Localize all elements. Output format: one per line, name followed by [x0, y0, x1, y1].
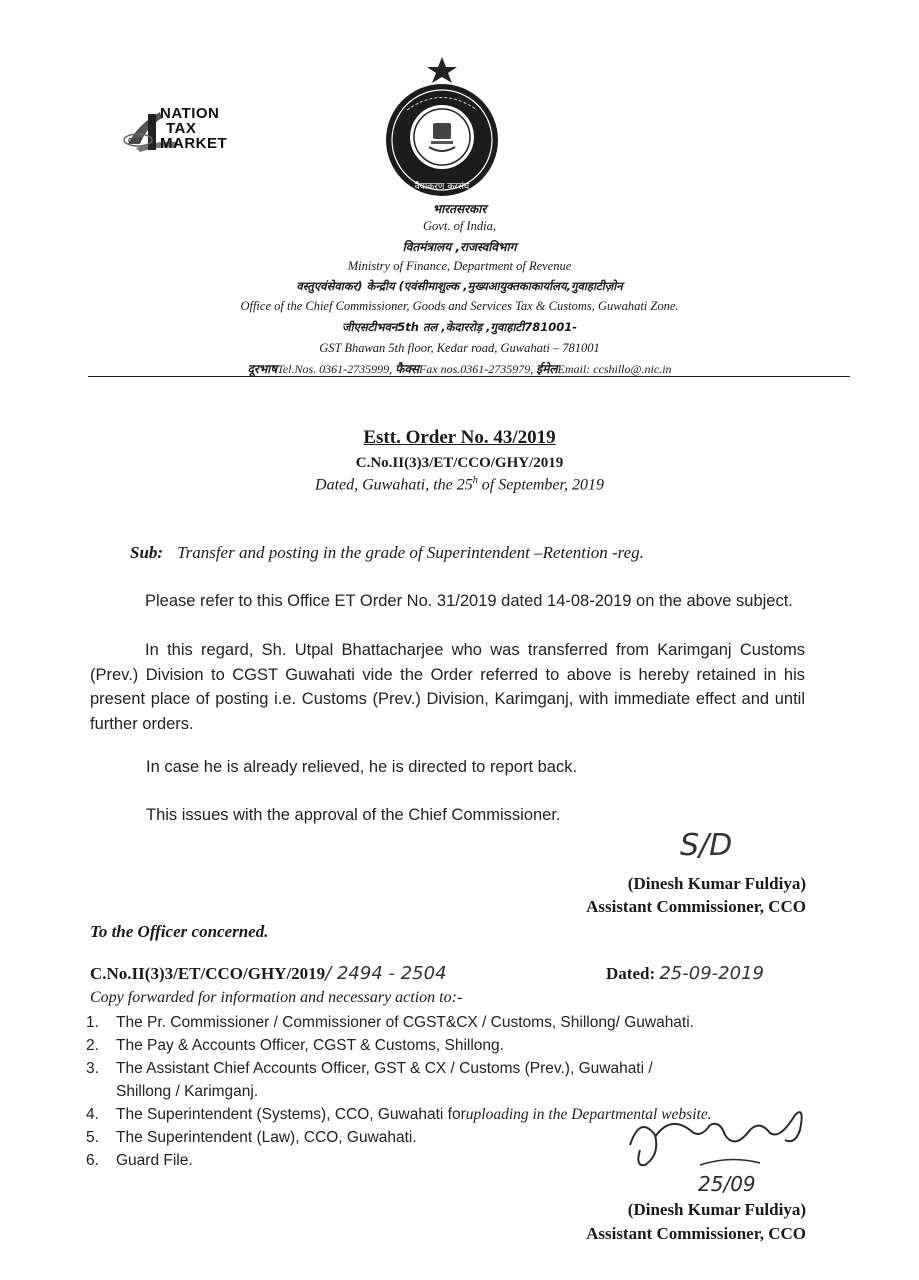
body-paragraph-1: Please refer to this Office ET Order No. 31/2019 dated 14-08-2019 on the above subject. — [145, 592, 793, 610]
body-paragraph-4: This issues with the approval of the Chief Commissioner. — [146, 806, 561, 824]
logo-line-2: TAX — [166, 120, 197, 137]
addressee-line: To the Officer concerned. — [90, 922, 269, 941]
header-govt: Govt. of India, — [423, 219, 496, 233]
list-item-number: 3. — [86, 1060, 99, 1077]
list-item-number: 2. — [86, 1037, 99, 1054]
list-item — [86, 1034, 712, 1057]
order-date-sup: h — [472, 475, 478, 486]
header-address: GST Bhawan 5th floor, Kedar road, Guwahati – 781001 — [319, 341, 600, 355]
signatory-designation: Assistant Commissioner, CCO — [586, 897, 806, 916]
body-paragraph-2: In this regard, Sh. Utpal Bhattacharjee who was transferred from Karimganj Customs (Prev.) Division to CGST Guwahati vide the Order referred to above is hereby retained in his present place of posting i.e. Customs (Prev.) Division, Karimganj, with immediate effect and until further orders. — [90, 641, 805, 733]
list-item — [86, 1011, 712, 1034]
header-hindi-address: जीएसटीभवन5th तल ,केदाररोड़ ,गुवाहाटी781001- — [341, 320, 577, 334]
handwritten-signature — [610, 1095, 810, 1205]
contact-hindi-tel: दूरभाष — [247, 362, 278, 376]
order-date — [0, 475, 919, 494]
subject-line — [130, 543, 644, 563]
list-item-text: The Superintendent (Systems), CCO, Guwahati for — [116, 1106, 466, 1123]
order-title: Estt. Order No. 43/2019 — [363, 427, 556, 448]
gst-badge: GST — [128, 138, 143, 145]
order-date-suffix: of September, 2019 — [477, 476, 604, 494]
contact-hindi-email: ईमेल — [536, 362, 558, 376]
body-paragraph-3: In case he is already relieved, he is directed to report back. — [146, 758, 578, 776]
emblem-seal-icon — [377, 55, 507, 200]
header-hindi-ministry: वितमंत्रालय ,राजस्वविभाग — [402, 240, 517, 254]
list-item-number: 6. — [86, 1152, 99, 1169]
signatory-2-designation: Assistant Commissioner, CCO — [586, 1224, 806, 1243]
list-item-italic-text: uploading in the Departmental website. — [465, 1106, 712, 1123]
order-date-prefix: Dated, Guwahati, the 25 — [315, 476, 473, 494]
header-office: Office of the Chief Commissioner, Goods and Services Tax & Customs, Guwahati Zone. — [240, 299, 679, 313]
copy-cno-handwritten: / 2494 - 2504 — [325, 963, 447, 984]
logo-line-1: NATION — [160, 105, 220, 122]
subject-text: Transfer and posting in the grade of Superintendent –Retention -reg. — [177, 543, 644, 562]
signatory-2-name: (Dinesh Kumar Fuldiya) — [627, 1200, 806, 1219]
header-hindi-office: वस्तुएवंसेवाकर) केन्द्रीय (एवंसीमाशुल्क ,मुख्यआयुक्तकाकार्यालय,गुवाहाटीज़ोन — [296, 279, 623, 293]
list-item-text: Guard File. — [116, 1152, 193, 1169]
logo-wordmark — [160, 106, 227, 151]
list-item — [86, 1057, 712, 1080]
signature-mark: S/D — [680, 828, 733, 863]
list-item-text: The Assistant Chief Accounts Officer, GST & CX / Customs (Prev.), Guwahati / — [116, 1060, 653, 1077]
contact-fax: Fax nos.0361-2735979, — [418, 362, 534, 376]
contact-tel: Tel.Nos. 0361-2735999, — [277, 362, 393, 376]
copy-cno: C.No.II(3)3/ET/CCO/GHY/2019 — [90, 964, 326, 983]
list-item-number: 4. — [86, 1106, 99, 1123]
copy-dated — [606, 963, 764, 984]
header-contact — [0, 360, 919, 377]
list-item-text: The Pay & Accounts Officer, CGST & Customs, Shillong. — [116, 1037, 504, 1054]
copy-file-number — [90, 963, 447, 984]
list-item-number — [86, 1080, 116, 1103]
order-file-number: C.No.II(3)3/ET/CCO/GHY/2019 — [355, 455, 564, 471]
copy-intro: Copy forwarded for information and necessary action to:- — [90, 989, 463, 1006]
copy-dated-handwritten: 25-09-2019 — [659, 963, 764, 984]
header-divider — [88, 376, 850, 377]
logo-line-3: MARKET — [160, 135, 228, 152]
signature-handwritten-date: 25/09 — [698, 1172, 756, 1196]
header-hindi-govt: भारतसरकार — [432, 202, 487, 216]
header-ministry: Ministry of Finance, Department of Revenue — [347, 259, 572, 273]
copy-dated-label: Dated: — [606, 964, 656, 983]
list-item-text: The Pr. Commissioner / Commissioner of CGST&CX / Customs, Shillong/ Guwahati. — [116, 1014, 694, 1031]
contact-email: Email: ccshillo@.nic.in — [557, 362, 672, 376]
emblem-motto: वैयाकरण करसंघ — [414, 182, 470, 192]
list-item-number: 1. — [86, 1014, 99, 1031]
subject-label: Sub: — [130, 543, 164, 562]
list-item-number: 5. — [86, 1129, 99, 1146]
list-item-text: The Superintendent (Law), CCO, Guwahati. — [116, 1129, 417, 1146]
contact-hindi-fax: फैक्स — [395, 362, 419, 376]
signatory-name: (Dinesh Kumar Fuldiya) — [627, 874, 806, 893]
list-item-text: Shillong / Karimganj. — [116, 1083, 259, 1100]
